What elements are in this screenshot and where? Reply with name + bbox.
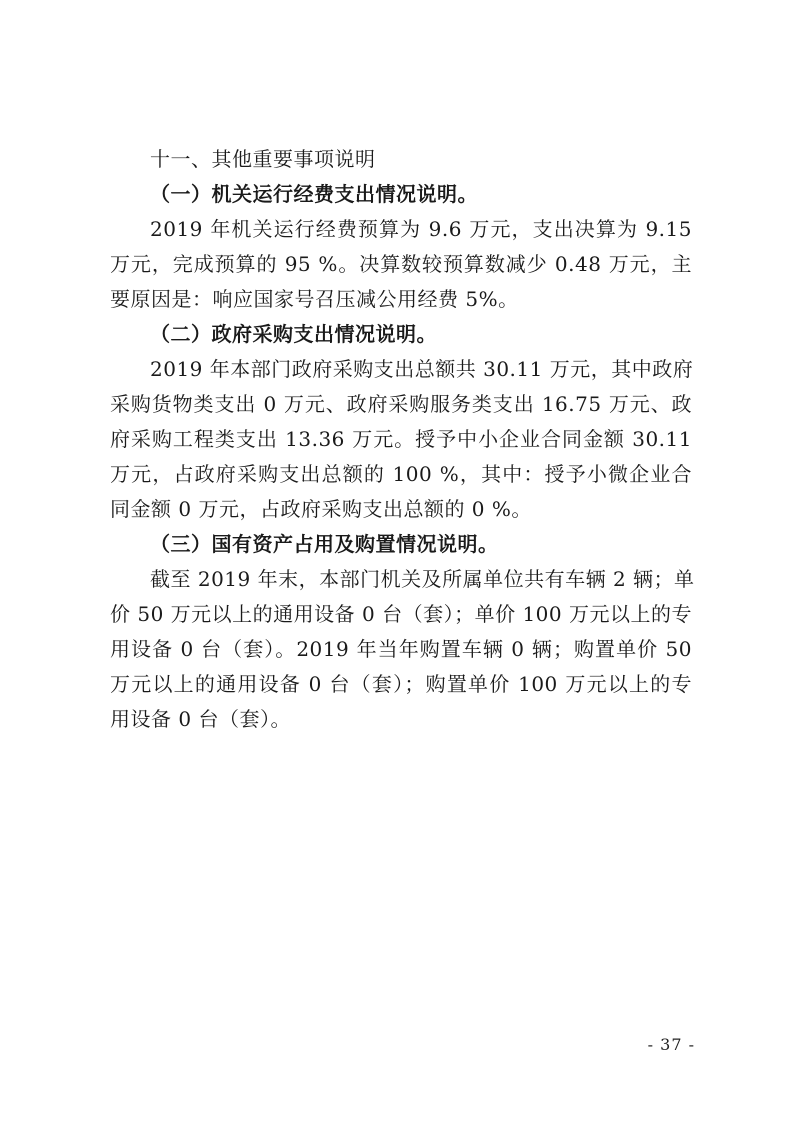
paragraph-line: 同金额 0 万元，占政府采购支出总额的 0 %。 <box>110 497 532 521</box>
paragraph-line: 府采购工程类支出 13.36 万元。授予中小企业合同金额 30.11 <box>110 427 692 451</box>
subsection-heading-1: （一）机关运行经费支出情况说明。 <box>150 182 478 206</box>
subsection-heading-3: （三）国有资产占用及购置情况说明。 <box>150 532 499 556</box>
section-title: 十一、其他重要事项说明 <box>150 147 376 171</box>
paragraph-line: 万元以上的通用设备 0 台（套）；购置单价 100 万元以上的专 <box>110 672 692 696</box>
paragraph-line: 截至 2019 年末，本部门机关及所属单位共有车辆 2 辆；单 <box>150 567 695 591</box>
subsection-heading-2: （二）政府采购支出情况说明。 <box>150 322 437 346</box>
paragraph-line: 用设备 0 台（套）。 <box>110 707 291 731</box>
paragraph-line: 采购货物类支出 0 万元、政府采购服务类支出 16.75 万元、政 <box>110 392 692 416</box>
paragraph-line: 价 50 万元以上的通用设备 0 台（套）；单价 100 万元以上的专 <box>110 602 692 626</box>
page-number: - 37 - <box>647 1035 695 1054</box>
paragraph-line: 万元，占政府采购支出总额的 100 %，其中：授予小微企业合 <box>110 462 692 486</box>
paragraph-line: 要原因是：响应国家号召压减公用经费 5%。 <box>110 287 519 311</box>
paragraph-line: 万元，完成预算的 95 %。决算数较预算数减少 0.48 万元，主 <box>110 252 692 276</box>
paragraph-line: 用设备 0 台（套）。2019 年当年购置车辆 0 辆；购置单价 50 <box>110 637 692 661</box>
paragraph-line: 2019 年机关运行经费预算为 9.6 万元，支出决算为 9.15 <box>150 217 692 241</box>
paragraph-line: 2019 年本部门政府采购支出总额共 30.11 万元，其中政府 <box>150 357 694 381</box>
document-body <box>110 142 695 737</box>
